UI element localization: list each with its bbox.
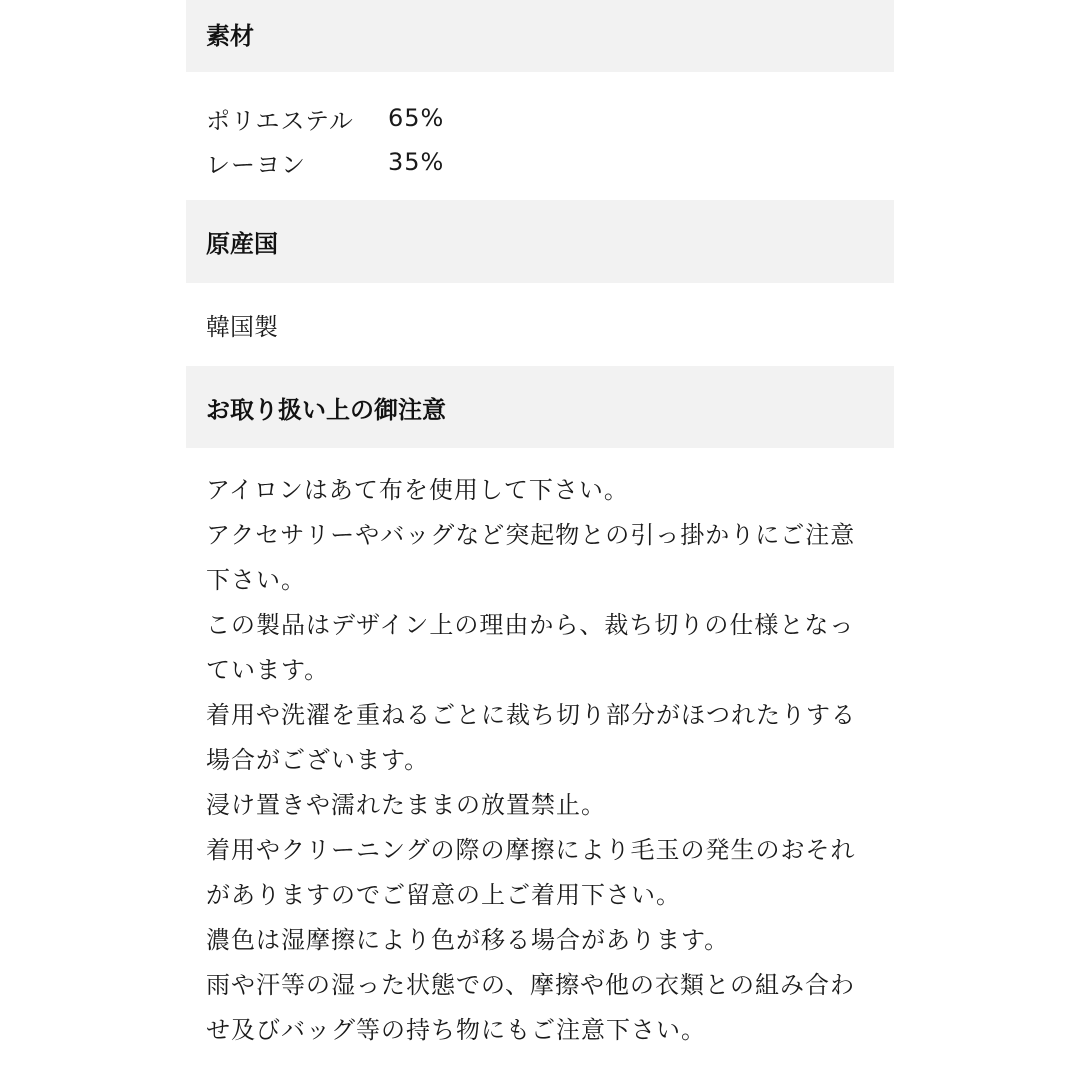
- care-section-header: [186, 366, 894, 448]
- product-details-panel: [186, 0, 894, 1053]
- material-section-body: [186, 72, 894, 200]
- material-percent: 35%: [388, 148, 445, 176]
- origin-value: 韓国製: [206, 313, 278, 341]
- care-instruction: アクセサリーやバッグなど突起物との引っ掛かりにご注意下さい。: [206, 521, 856, 594]
- care-instruction: 浸け置きや濡れたままの放置禁止。: [206, 791, 606, 819]
- material-section-header: [186, 0, 894, 72]
- origin-section-body: [186, 283, 894, 366]
- care-instruction: この製品はデザイン上の理由から、裁ち切りの仕様となっています。: [206, 611, 855, 684]
- care-instruction: 着用やクリーニングの際の摩擦により毛玉の発生のおそれがありますのでご留意の上ご着用下さい。: [206, 836, 856, 909]
- material-name: レーヨン: [206, 150, 306, 179]
- care-section-body: [186, 448, 894, 1053]
- material-name: ポリエステル: [206, 106, 354, 135]
- care-heading: お取り扱い上の御注意: [206, 395, 446, 424]
- origin-heading: 原産国: [206, 230, 278, 258]
- care-instruction: アイロンはあて布を使用して下さい。: [206, 476, 629, 504]
- material-percent: 65%: [388, 104, 445, 132]
- material-row: [206, 140, 894, 184]
- care-instruction: 雨や汗等の湿った状態での、摩擦や他の衣類との組み合わせ及びバッグ等の持ち物にもご注意下さい。: [206, 971, 856, 1044]
- material-row: [206, 96, 894, 140]
- material-heading: 素材: [206, 22, 254, 50]
- origin-section-header: [186, 200, 894, 283]
- care-instruction: 濃色は湿摩擦により色が移る場合があります。: [206, 926, 730, 954]
- care-instruction: 着用や洗濯を重ねるごとに裁ち切り部分がほつれたりする場合がございます。: [206, 701, 856, 774]
